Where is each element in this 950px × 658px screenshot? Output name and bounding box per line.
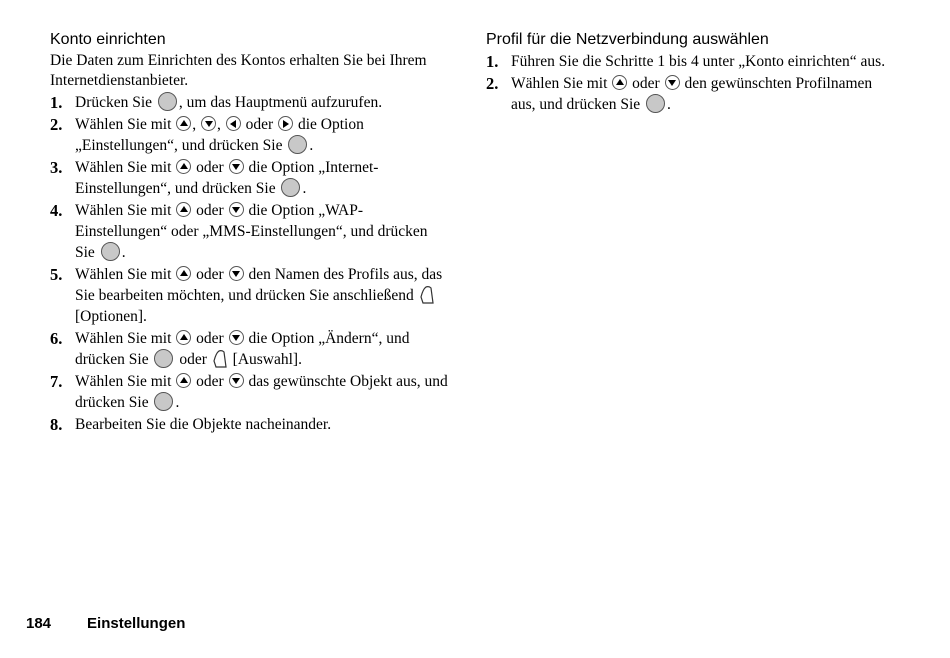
step-text: , (217, 116, 225, 133)
step-text: . (121, 244, 126, 261)
step-text: den Namen des Profils aus, das Sie bearbeiten möchten, und drücken Sie anschließend (75, 266, 443, 304)
section-heading-account: Konto einrichten (50, 31, 166, 48)
page-footer (26, 614, 185, 634)
nav-up-icon (176, 116, 191, 131)
center-key-icon (154, 349, 173, 368)
step-number: 1. (486, 52, 499, 71)
step-number: 1. (50, 93, 63, 112)
step-text: die Option „Internet-Einstellungen“, und drücken Sie (75, 159, 379, 197)
step-text: oder (628, 75, 664, 92)
right-column (486, 30, 886, 116)
nav-down-icon (229, 373, 244, 388)
nav-down-icon (229, 202, 244, 217)
step-number: 2. (50, 115, 63, 134)
center-key-icon (154, 392, 173, 411)
step-item (486, 73, 886, 115)
step-text: oder (192, 373, 228, 390)
step-item (50, 371, 450, 413)
step-number: 8. (50, 415, 63, 434)
step-text: . (309, 137, 314, 154)
step-item (50, 264, 450, 327)
center-key-icon (281, 178, 300, 197)
nav-up-icon (176, 266, 191, 281)
intro-text: Die Daten zum Einrichten des Kontos erhalten Sie bei Ihrem Internetdienstanbieter. (50, 52, 427, 89)
step-text: [Auswahl]. (228, 351, 302, 368)
step-text: . (302, 180, 307, 197)
step-text: , um das Hauptmenü aufzurufen. (178, 94, 383, 111)
step-item (50, 92, 450, 113)
step-text: den gewünschten Profilnamen aus, und drücken Sie (511, 75, 873, 113)
step-text: oder (192, 202, 228, 219)
nav-down-icon (229, 266, 244, 281)
step-text: Wählen Sie mit (75, 116, 176, 133)
center-key-icon (646, 94, 665, 113)
nav-up-icon (612, 75, 627, 90)
step-item (50, 114, 450, 156)
nav-up-icon (176, 202, 191, 217)
step-text: [Optionen]. (75, 308, 147, 325)
step-text: Wählen Sie mit (75, 159, 176, 176)
section-heading-profile: Profil für die Netzverbindung auswählen (486, 31, 769, 48)
step-text: oder (192, 266, 228, 283)
step-text: die Option „Einstellungen“, und drücken Sie (75, 116, 364, 154)
step-item (50, 200, 450, 263)
left-softkey-icon (420, 285, 434, 304)
nav-down-icon (665, 75, 680, 90)
step-text: die Option „Ändern“, und drücken Sie (75, 330, 410, 368)
nav-down-icon (229, 330, 244, 345)
step-item (50, 414, 450, 435)
step-text: oder (192, 330, 228, 347)
center-key-icon (158, 92, 177, 111)
step-text: oder (192, 159, 228, 176)
step-number: 5. (50, 265, 63, 284)
step-item (50, 157, 450, 199)
step-text: Führen Sie die Schritte 1 bis 4 unter „Konto einrichten“ aus. (511, 53, 886, 70)
nav-down-icon (201, 116, 216, 131)
step-text: Wählen Sie mit (75, 373, 176, 390)
step-text: die Option „WAP-Einstellungen“ oder „MMS-Einstellungen“, und drücken Sie (75, 202, 428, 261)
step-item (50, 328, 450, 370)
nav-up-icon (176, 373, 191, 388)
step-number: 3. (50, 158, 63, 177)
step-text: oder (241, 116, 278, 133)
nav-right-icon (278, 116, 293, 131)
step-text: Wählen Sie mit (75, 266, 176, 283)
step-text: , (192, 116, 201, 133)
step-number: 6. (50, 329, 63, 348)
left-softkey-icon (213, 349, 227, 368)
step-text: Drücken Sie (75, 94, 156, 111)
step-text: Wählen Sie mit (511, 75, 612, 92)
center-key-icon (288, 135, 307, 154)
step-text: . (667, 96, 671, 113)
step-number: 4. (50, 201, 63, 220)
step-text: Bearbeiten Sie die Objekte nacheinander. (75, 416, 332, 433)
step-item (486, 51, 886, 72)
footer-section-title: Einstellungen (87, 615, 186, 632)
nav-left-icon (226, 116, 241, 131)
nav-up-icon (176, 330, 191, 345)
left-column (50, 30, 450, 436)
step-text: Wählen Sie mit (75, 202, 176, 219)
step-text: Wählen Sie mit (75, 330, 176, 347)
center-key-icon (101, 242, 120, 261)
step-number: 2. (486, 74, 499, 93)
step-text: . (175, 394, 180, 411)
nav-up-icon (176, 159, 191, 174)
step-text: das gewünschte Objekt aus, und drücken Sie (75, 373, 448, 411)
step-number: 7. (50, 372, 63, 391)
nav-down-icon (229, 159, 244, 174)
page-number: 184 (26, 615, 52, 632)
step-text: oder (175, 351, 211, 368)
